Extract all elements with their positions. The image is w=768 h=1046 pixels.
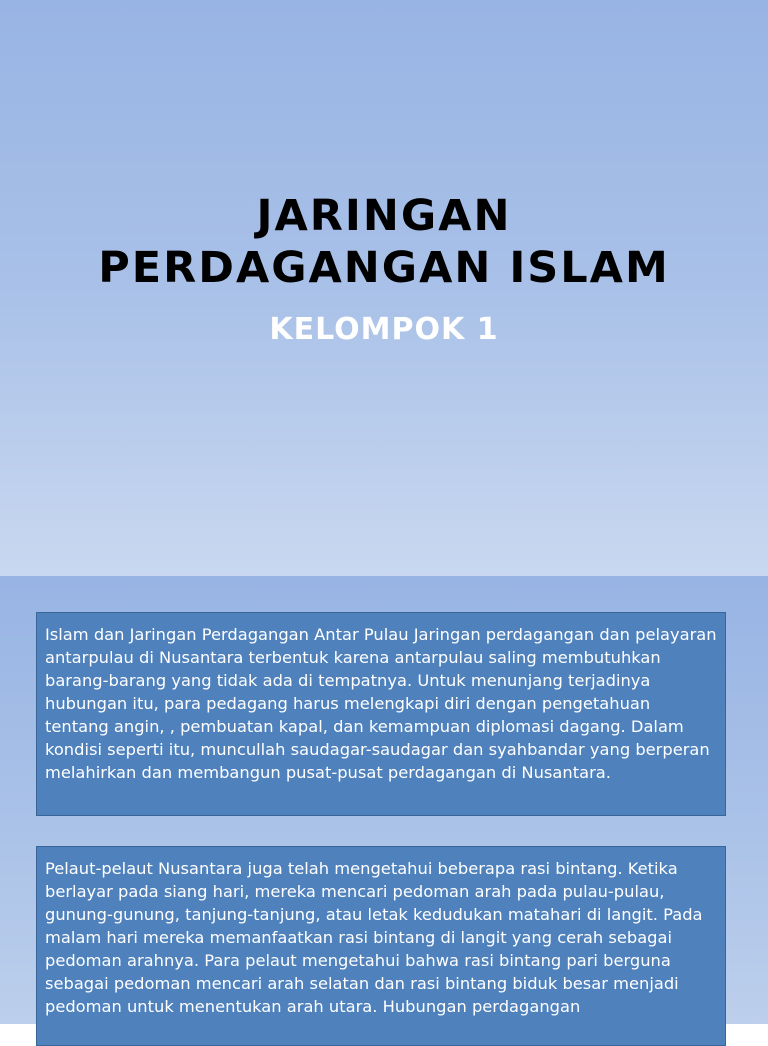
content-slide [0, 576, 768, 1024]
slide-title [40, 190, 728, 294]
paragraph-2: Pelaut-pelaut Nusantara juga telah mengetahui beberapa rasi bintang. Ketika berlayar pada siang hari, mereka mencari pedoman arah pada pulau-pulau, gunung-gunung, tanjung-tanjung, atau letak kedudukan matahari di langit. Pada malam hari mereka memanfaatkan rasi bintang di langit yang cerah sebagai pedoman arahnya. Para pelaut mengetahui bahwa rasi bintang pari berguna sebagai pedoman mencari arah selatan dan rasi bintang biduk besar menjadi pedoman untuk menentukan arah utara. Hubungan perdagangan [45, 859, 703, 1016]
title-line-2: PERDAGANGAN ISLAM [98, 243, 670, 293]
text-box-1 [36, 612, 726, 816]
slide-subtitle: KELOMPOK 1 [269, 312, 499, 347]
text-box-2 [36, 846, 726, 1046]
title-line-1: JARINGAN [256, 191, 512, 241]
paragraph-1: Islam dan Jaringan Perdagangan Antar Pulau Jaringan perdagangan dan pelayaran antarpulau di Nusantara terbentuk karena antarpulau saling membutuhkan barang-barang yang tidak ada di tempatnya. Untuk menunjang terjadinya hubungan itu, para pedagang harus melengkapi diri dengan pengetahuan tentang angin, , pembuatan kapal, dan kemampuan diplomasi dagang. Dalam kondisi seperti itu, muncullah saudagar-saudagar dan syahbandar yang berperan melahirkan dan membangun pusat-pusat perdagangan di Nusantara. [45, 625, 717, 782]
